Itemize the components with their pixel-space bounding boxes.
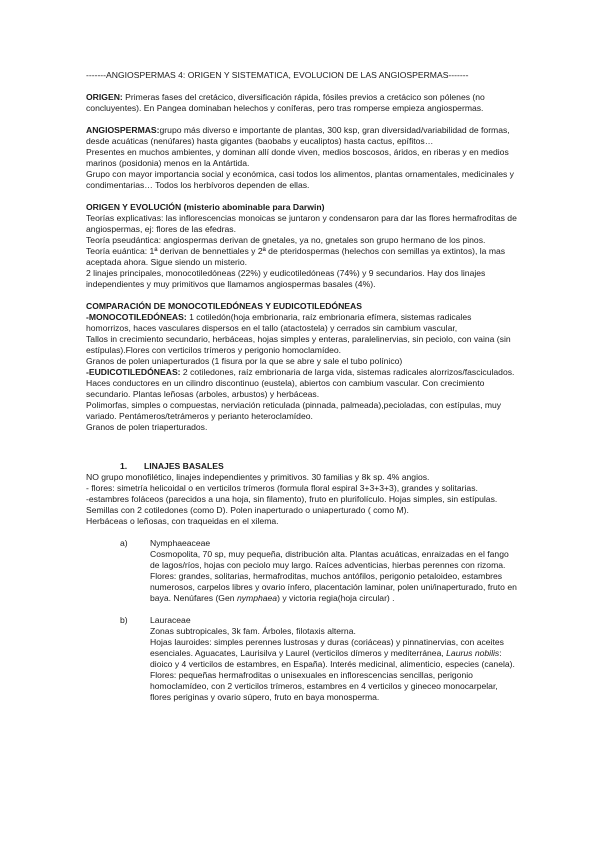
nymphaeaceae-heading — [120, 538, 518, 549]
document-body — [86, 70, 518, 703]
monocotiledoneas-line: Granos de polen uniaperturados (1 fisura por la que se abre y sale el tubo polínico) — [86, 356, 403, 366]
nymphaeaceae-text: Flores: grandes, solitarias, hermafroditas, muchos antófilos, perigonio petaloideo, estambres numerosos, carpelos libres y ovario ínfero, placentación laminar, polen uni/inaperturado, fruto en baya. Nenúfares (Gen — [150, 571, 517, 603]
eudicotiledoneas-label: -EUDICOTILEDÓNEAS: — [86, 367, 181, 377]
angiospermas-line: Presentes en muchos ambientes, y dominan allí donde viven, medios boscosos, áridos, en riberas y en medios marinos (posidonia) menos en la Antártida. — [86, 147, 509, 168]
origen-evolucion-line: 2 linajes principales, monocotiledóneas (22%) y eudicotiledóneas (74%) y 9 secundarios. Hay dos linajes independientes y muy primitivos que llamamos angiospermas basales (4%). — [86, 268, 486, 289]
lauraceae-line: Zonas subtropicales, 3k fam. Árboles, filotaxis alterna. — [150, 626, 356, 636]
lauraceae-line — [150, 637, 518, 670]
linajes-line: Herbáceas o leñosas, con traqueidas en el xilema. — [86, 516, 279, 526]
monocotiledoneas-paragraph — [86, 312, 518, 334]
comparacion-heading: COMPARACIÓN DE MONOCOTILEDÓNEAS Y EUDICOTILEDÓNEAS — [86, 301, 362, 311]
eudicotiledoneas-line: Granos de polen triaperturados. — [86, 422, 208, 432]
nymphaeaceae-title: Nymphaeaceae — [150, 538, 211, 548]
lauraceae-heading — [120, 615, 518, 626]
nymphaeaceae-body — [150, 549, 518, 604]
linajes-number: 1. — [120, 461, 128, 471]
linajes-line: - flores: simetría helicoidal o en verticilos trímeros (formula floral espiral 3+3+3+3), grandes y solitarias. — [86, 483, 478, 493]
eudicotiledoneas-line: Polimorfas, simples o compuestas, nerviación reticulada (pinnada, palmeada),pecioladas, con estípulas, muy variado. Pentámeros/tetrámeros y perianto heteroclamídeo. — [86, 400, 502, 421]
origen-evolucion-heading: ORIGEN Y EVOLUCIÓN (misterio abominable para Darwin) — [86, 202, 325, 212]
angiospermas-line: grupo más diverso e importante de plantas, 300 ksp, gran diversidad/variabilidad de formas, desde acuáticas (nenúfares) hasta gigantes (baobabs y eucaliptos) hasta cactus, epífitos… — [86, 125, 510, 146]
angiospermas-line: Grupo con mayor importancia social y económica, casi todos los alimentos, plantas ornamentales, medicinales y condimentarias… Todos los herbívoros dependen de ellas. — [86, 169, 514, 190]
origen-text: Primeras fases del cretácico, diversificación rápida, fósiles previos a cretácico son pólenes (no concluyentes). En Pangea dominaban helechos y coníferas, pero tras romperse empieza angiospermas. — [86, 92, 485, 113]
monocotiledoneas-text: 1 cotiledón(hoja embrionaria, raíz embrionaria efímera, sistemas radicales homorrizos, haces vasculares dispersos en el tallo (atactostela) y cerrados sin cambium vascular, — [86, 312, 472, 333]
nymphaeaceae-letter: a) — [120, 538, 128, 548]
nymphaeaceae-text: ) y victoria regia(hoja circular) . — [277, 593, 395, 603]
origen-evolucion-line: Teoría pseudántica: angiospermas derivan de gnetales, ya no, gnetales son grupo hermano de los pinos. — [86, 235, 486, 245]
linajes-line: -estambres foláceos (parecidos a una hoja, sin filamento), fruto en plurifolículo. Hojas simples, sin estípulas. Semillas con 2 cotiledones (como D). Polen inaperturado o uniaperturado ( como M). — [86, 494, 498, 515]
linajes-heading — [120, 461, 518, 472]
eudicotiledoneas-paragraph — [86, 367, 518, 400]
lauraceae-body — [150, 626, 518, 703]
lauraceae-text: Hojas lauroides: simples perennes lustrosas y duras (coriáceas) y pinnatinervias, con aceites esenciales. Aguacates, Laurisilva y Laurel (verticilos dímeros y mediterránea, — [150, 637, 504, 658]
lauraceae-species: Laurus nobilis — [446, 648, 500, 658]
lauraceae-title: Lauraceae — [150, 615, 191, 625]
linajes-title: LINAJES BASALES — [144, 461, 224, 471]
lauraceae-line: Flores: pequeñas hermafroditas o unisexuales en inflorescencias sencillas, perigonio homoclamídeo, con 2 verticilos trímeros, estambres en 4 verticilos y gineceo monocarpelar, flores periginas y ovario súpero, fruto en baya monosperma. — [150, 670, 498, 702]
lauraceae-text: : dioico y 4 verticilos de estambres, en España). Interés medicinal, alimenticio, especies (canela). — [150, 648, 515, 669]
monocotiledoneas-line: Tallos in crecimiento secundario, herbáceas, hojas simples y enteras, paralelinervias, sin peciolo, con vaina (sin estípulas).Flores con verticilos trímeros y perigonio homoclamídeo. — [86, 334, 511, 355]
nymphaeaceae-line: Cosmopolita, 70 sp, muy pequeña, distribución alta. Plantas acuáticas, enraizadas en el fango de lagos/ríos, hojas con peciolo muy largo. Raíces adventicias, hierbas perennes con rizoma. — [150, 549, 509, 570]
nymphaeaceae-line — [150, 571, 518, 604]
nymphaeaceae-genus: nymphaea — [236, 593, 278, 603]
monocotiledoneas-label: -MONOCOTILEDÓNEAS: — [86, 312, 187, 322]
lauraceae-letter: b) — [120, 615, 128, 625]
document-title: -------ANGIOSPERMAS 4: ORIGEN Y SISTEMATICA, EVOLUCION DE LAS ANGIOSPERMAS------- — [86, 70, 469, 80]
origen-label: ORIGEN: — [86, 92, 123, 102]
origen-evolucion-line: Teorías explicativas: las inflorescencias monoicas se juntaron y condensaron para dar las flores hermafroditas de angiospermas, ej: flores de las efedras. — [86, 213, 517, 234]
eudicotiledoneas-text: 2 cotiledones, raíz embrionaria de larga vida, sistemas radicales alorrizos/fasciculados. Haces conductores en un cilindro discontinuo (eustela), abiertos con cambium vascular. Con crecimiento secundario. Plantas leñosas (arboles, arbustos) y herbáceas. — [86, 367, 515, 399]
angiospermas-label: ANGIOSPERMAS: — [86, 125, 160, 135]
origen-evolucion-line: Teoría euántica: 1ª derivan de bennettiales y 2ª de pteridospermas (helechos con semillas ya extintos), la mas aceptada ahora. Sigue siendo un misterio. — [86, 246, 506, 267]
origen-paragraph — [86, 92, 518, 114]
angiospermas-paragraph — [86, 125, 518, 147]
linajes-line: NO grupo monofilético, linajes independientes y primitivos. 30 familias y 8k sp. 4% angios. — [86, 472, 430, 482]
